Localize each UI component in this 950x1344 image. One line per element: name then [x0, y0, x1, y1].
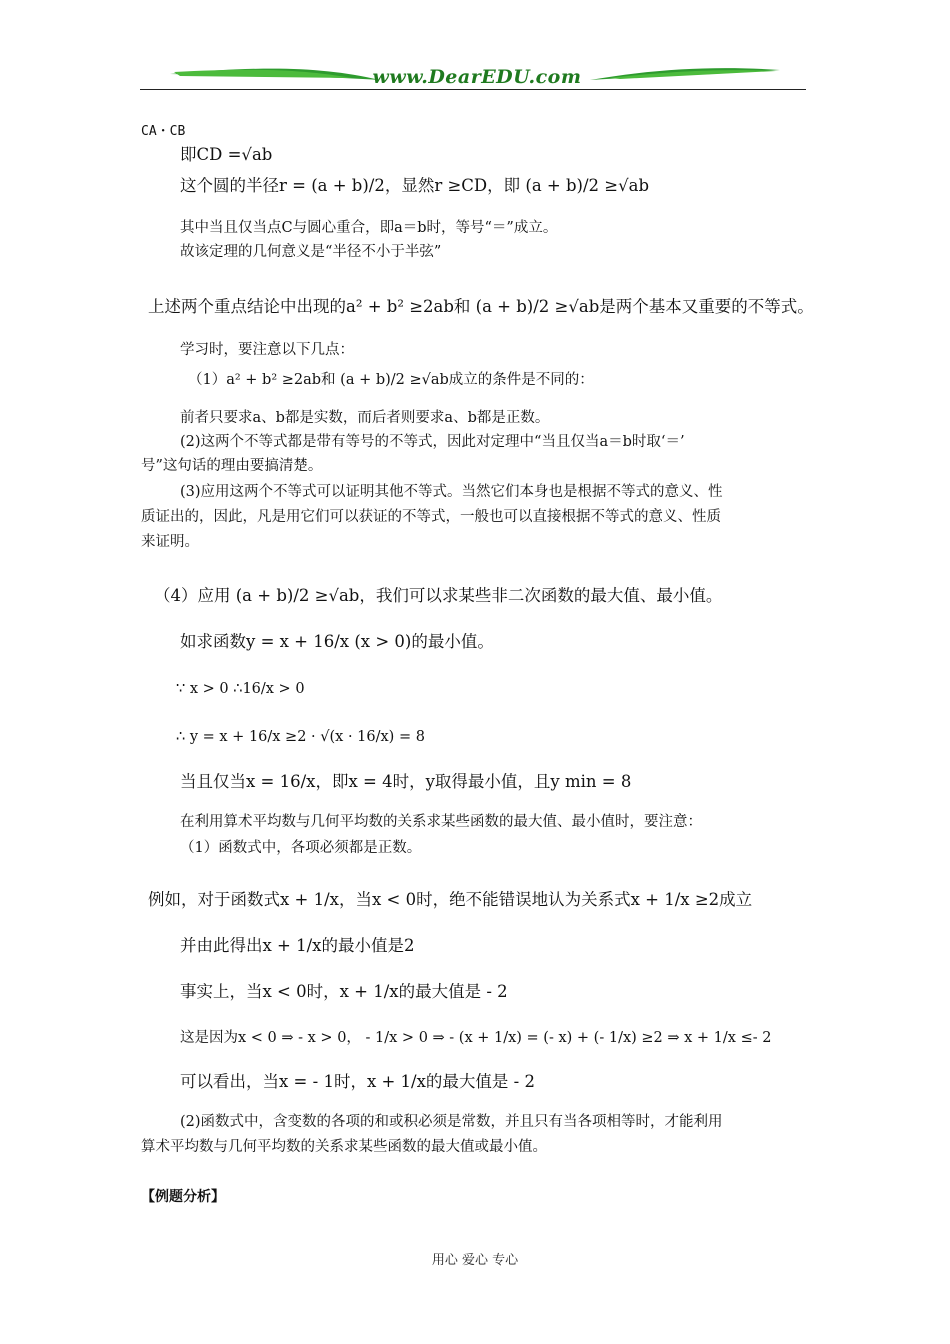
text-line-counter-example: 例如，对于函数式x + 1/x，当x < 0时，绝不能错误地认为关系式x + 1/x ≥2成立 — [148, 890, 753, 909]
text-line-point-2: (2)这两个不等式都是带有等号的不等式，因此对定理中“当且仅当a＝b时取‘＝’ — [180, 434, 685, 450]
text-line-study-notes: 学习时，要注意以下几点： — [180, 342, 354, 358]
text-line-point-1: （1）a² + b² ≥2ab和 (a + b)/2 ≥√ab成立的条件是不同的： — [188, 372, 594, 388]
text-line-geometric-meaning: 故该定理的几何意义是“半径不小于半弦” — [180, 244, 442, 260]
text-line-point-3-cont1: 质证出的，因此，凡是用它们可以获证的不等式，一般也可以直接根据不等式的意义、性质 — [141, 509, 721, 525]
text-line-min-value: 当且仅当x = 16/x，即x = 4时，y取得最小值，且y min = 8 — [180, 772, 632, 791]
section-heading-examples: 【例题分析】 — [141, 1189, 225, 1205]
text-line-point-4: （4）应用 (a + b)/2 ≥√ab，我们可以求某些非二次函数的最大值、最小值。 — [154, 586, 723, 605]
text-line-real-positive: 前者只要求a、b都是实数，而后者则要求a、b都是正数。 — [180, 410, 550, 426]
text-line-attention: 在利用算术平均数与几何平均数的关系求某些函数的最大值、最小值时，要注意： — [180, 814, 702, 830]
text-line-two-inequalities: 上述两个重点结论中出现的a² + b² ≥2ab和 (a + b)/2 ≥√ab是两个基本又重要的不等式。 — [148, 297, 814, 316]
page-footer: 用心 爱心 专心 — [431, 1253, 519, 1268]
text-line-conclusion: 可以看出，当x = - 1时，x + 1/x的最大值是 - 2 — [180, 1072, 535, 1091]
text-line-cd — [180, 145, 272, 165]
text-line-therefore: ∴ y = x + 16/x ≥2 · √(x · 16/x) = 8 — [176, 729, 425, 745]
text-line-positive-terms: （1）函数式中，各项必须都是正数。 — [180, 840, 422, 856]
text-line-ca-cb: CA・CB — [141, 124, 186, 139]
text-line-example-function: 如求函数y = x + 16/x (x > 0)的最小值。 — [180, 632, 494, 651]
text-line-radius: 这个圆的半径r = (a + b)/2，显然r ≥CD，即 (a + b)/2 ≥√ab — [180, 176, 650, 195]
text-line-constant-condition-cont: 算术平均数与几何平均数的关系求某些函数的最大值或最小值。 — [141, 1139, 547, 1155]
text-line-wrong-min: 并由此得出x + 1/x的最小值是2 — [180, 936, 415, 955]
text-line-derivation: 这是因为x < 0 ⇒ - x > 0， - 1/x > 0 ⇒ - (x + 1/x) = (- x) + (- 1/x) ≥2 ⇒ x + 1/x ≤- 2 — [180, 1030, 772, 1046]
text-line-actual-max: 事实上，当x < 0时，x + 1/x的最大值是 - 2 — [180, 982, 508, 1001]
text-line-constant-condition: (2)函数式中，含变数的各项的和或积必须是常数，并且只有当各项相等时，才能利用 — [180, 1114, 723, 1130]
header-rule — [140, 89, 806, 90]
site-logo-text: www.DearEDU.com — [372, 66, 582, 88]
text-line-point-3: (3)应用这两个不等式可以证明其他不等式。当然它们本身也是根据不等式的意义、性 — [180, 484, 723, 500]
text-line-equality: 其中当且仅当点C与圆心重合，即a＝b时，等号“＝”成立。 — [180, 220, 558, 236]
text-line-cd-content: 即CD =√ab — [180, 145, 273, 164]
text-line-point-3-cont2: 来证明。 — [141, 534, 199, 550]
text-line-point-2-cont: 号”这句话的理由要搞清楚。 — [141, 458, 323, 474]
text-line-because: ∵ x > 0 ∴16/x > 0 — [176, 681, 305, 697]
